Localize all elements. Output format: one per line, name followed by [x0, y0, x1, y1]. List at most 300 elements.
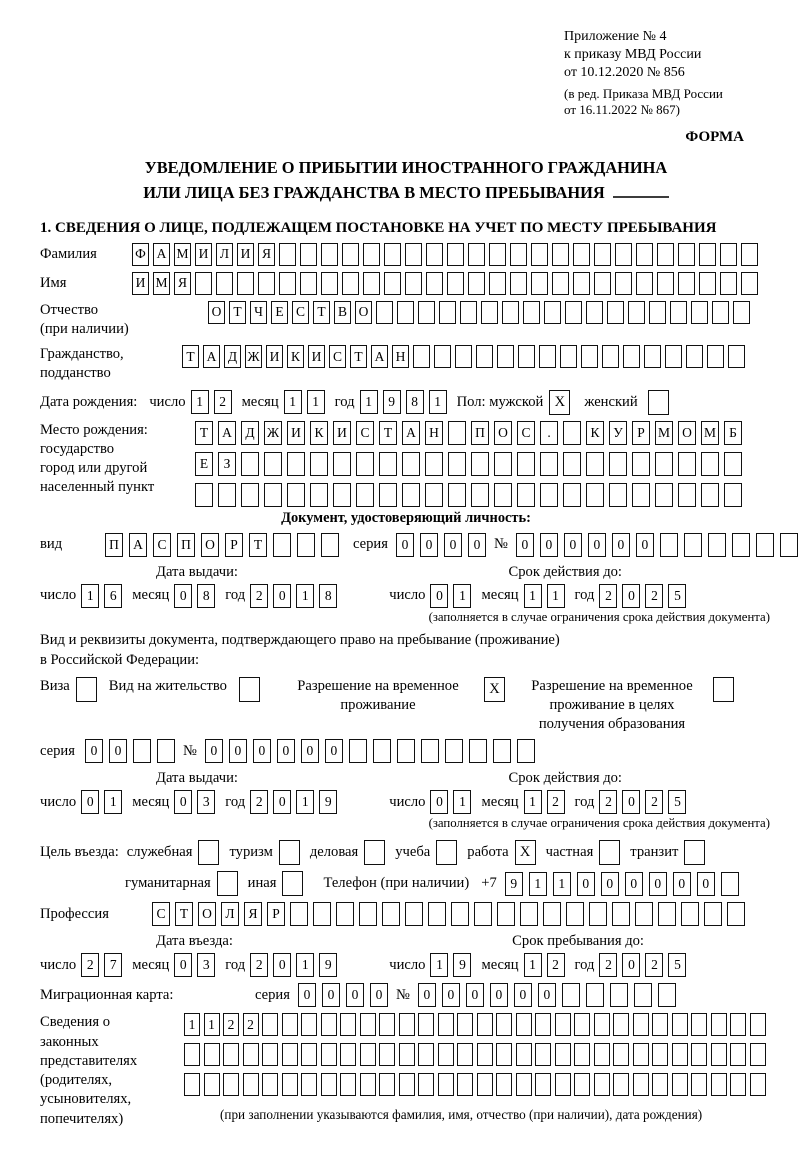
char-cell[interactable]: 1	[284, 390, 302, 414]
char-cell[interactable]: О	[355, 301, 372, 324]
char-cell[interactable]	[708, 533, 726, 557]
char-cell[interactable]	[517, 452, 535, 476]
char-cell[interactable]	[691, 1073, 707, 1096]
char-cell[interactable]: 0	[322, 983, 340, 1007]
char-cell[interactable]	[733, 301, 750, 324]
char-cell[interactable]	[510, 272, 527, 295]
char-cell[interactable]: 0	[253, 739, 271, 763]
char-cell[interactable]	[447, 272, 464, 295]
char-cell[interactable]	[623, 345, 640, 368]
char-cell[interactable]	[552, 272, 569, 295]
char-cell[interactable]	[531, 272, 548, 295]
char-cell[interactable]	[610, 983, 628, 1007]
char-cell[interactable]	[720, 272, 737, 295]
char-cell[interactable]: 2	[645, 790, 663, 814]
char-cell[interactable]	[356, 483, 374, 507]
char-cell[interactable]: 0	[174, 584, 192, 608]
char-cell[interactable]: 0	[85, 739, 103, 763]
sex-female-checkbox[interactable]	[648, 390, 669, 415]
char-cell[interactable]	[301, 1013, 317, 1036]
char-cell[interactable]: 1	[529, 872, 547, 896]
char-cell[interactable]	[607, 301, 624, 324]
char-cell[interactable]: 2	[250, 953, 268, 977]
char-cell[interactable]	[262, 1013, 278, 1036]
char-cell[interactable]	[282, 1073, 298, 1096]
char-cell[interactable]: А	[153, 243, 170, 266]
char-cell[interactable]	[301, 1043, 317, 1066]
option-checkbox[interactable]	[436, 840, 457, 865]
char-cell[interactable]	[402, 452, 420, 476]
char-cell[interactable]	[540, 452, 558, 476]
char-cell[interactable]	[448, 421, 466, 445]
char-cell[interactable]: Т	[175, 902, 193, 926]
char-cell[interactable]: М	[153, 272, 170, 295]
char-cell[interactable]	[741, 243, 758, 266]
char-cell[interactable]	[223, 1043, 239, 1066]
char-cell[interactable]: 1	[524, 584, 542, 608]
char-cell[interactable]	[658, 983, 676, 1007]
char-cell[interactable]: О	[201, 533, 219, 557]
char-cell[interactable]	[655, 452, 673, 476]
char-cell[interactable]	[678, 452, 696, 476]
char-cell[interactable]: 2	[599, 584, 617, 608]
char-cell[interactable]: Л	[216, 243, 233, 266]
char-cell[interactable]	[531, 243, 548, 266]
char-cell[interactable]: 6	[104, 584, 122, 608]
char-cell[interactable]	[574, 1073, 590, 1096]
option-checkbox[interactable]	[599, 840, 620, 865]
char-cell[interactable]: К	[586, 421, 604, 445]
char-cell[interactable]: 0	[601, 872, 619, 896]
char-cell[interactable]: 1	[547, 584, 565, 608]
char-cell[interactable]: 1	[524, 953, 542, 977]
char-cell[interactable]	[724, 483, 742, 507]
char-cell[interactable]	[457, 1073, 473, 1096]
char-cell[interactable]: 0	[538, 983, 556, 1007]
char-cell[interactable]	[434, 345, 451, 368]
char-cell[interactable]	[379, 1043, 395, 1066]
char-cell[interactable]	[460, 301, 477, 324]
char-cell[interactable]: 0	[277, 739, 295, 763]
char-cell[interactable]	[730, 1013, 746, 1036]
char-cell[interactable]	[594, 1013, 610, 1036]
char-cell[interactable]	[691, 1013, 707, 1036]
char-cell[interactable]	[586, 483, 604, 507]
char-cell[interactable]: 0	[205, 739, 223, 763]
char-cell[interactable]	[494, 452, 512, 476]
char-cell[interactable]	[497, 345, 514, 368]
char-cell[interactable]	[413, 345, 430, 368]
char-cell[interactable]	[342, 243, 359, 266]
char-cell[interactable]	[438, 1043, 454, 1066]
char-cell[interactable]	[349, 739, 367, 763]
char-cell[interactable]	[405, 902, 423, 926]
char-cell[interactable]: 0	[649, 872, 667, 896]
char-cell[interactable]: 9	[319, 790, 337, 814]
char-cell[interactable]: С	[356, 421, 374, 445]
char-cell[interactable]	[672, 1043, 688, 1066]
char-cell[interactable]: 5	[668, 584, 686, 608]
char-cell[interactable]	[290, 902, 308, 926]
char-cell[interactable]	[581, 345, 598, 368]
char-cell[interactable]: 0	[466, 983, 484, 1007]
char-cell[interactable]	[657, 243, 674, 266]
char-cell[interactable]: 2	[547, 790, 565, 814]
option-checkbox[interactable]	[279, 840, 300, 865]
option-checkbox[interactable]: X	[515, 840, 536, 865]
char-cell[interactable]: И	[132, 272, 149, 295]
char-cell[interactable]: 5	[668, 953, 686, 977]
char-cell[interactable]	[264, 483, 282, 507]
char-cell[interactable]	[481, 301, 498, 324]
char-cell[interactable]: Т	[350, 345, 367, 368]
char-cell[interactable]: Т	[379, 421, 397, 445]
char-cell[interactable]	[535, 1043, 551, 1066]
char-cell[interactable]: 2	[599, 790, 617, 814]
char-cell[interactable]: 0	[468, 533, 486, 557]
residence-permit-checkbox[interactable]	[239, 677, 260, 702]
char-cell[interactable]	[555, 1073, 571, 1096]
char-cell[interactable]	[711, 1013, 727, 1036]
char-cell[interactable]: О	[494, 421, 512, 445]
char-cell[interactable]	[589, 902, 607, 926]
char-cell[interactable]	[636, 272, 653, 295]
char-cell[interactable]	[426, 272, 443, 295]
char-cell[interactable]	[218, 483, 236, 507]
char-cell[interactable]	[379, 452, 397, 476]
char-cell[interactable]	[438, 1013, 454, 1036]
char-cell[interactable]	[184, 1043, 200, 1066]
char-cell[interactable]: 9	[505, 872, 523, 896]
char-cell[interactable]: И	[333, 421, 351, 445]
char-cell[interactable]: 3	[197, 953, 215, 977]
char-cell[interactable]	[516, 1073, 532, 1096]
char-cell[interactable]	[678, 272, 695, 295]
char-cell[interactable]	[360, 1073, 376, 1096]
char-cell[interactable]	[535, 1073, 551, 1096]
char-cell[interactable]	[633, 1043, 649, 1066]
char-cell[interactable]	[586, 301, 603, 324]
char-cell[interactable]	[287, 452, 305, 476]
char-cell[interactable]: Д	[224, 345, 241, 368]
char-cell[interactable]	[282, 1013, 298, 1036]
char-cell[interactable]	[555, 1043, 571, 1066]
char-cell[interactable]: .	[540, 421, 558, 445]
char-cell[interactable]	[750, 1073, 766, 1096]
char-cell[interactable]	[438, 1073, 454, 1096]
char-cell[interactable]: 0	[514, 983, 532, 1007]
char-cell[interactable]: Я	[258, 243, 275, 266]
char-cell[interactable]	[223, 1073, 239, 1096]
char-cell[interactable]	[321, 533, 339, 557]
char-cell[interactable]	[457, 1013, 473, 1036]
char-cell[interactable]	[712, 301, 729, 324]
char-cell[interactable]	[539, 345, 556, 368]
char-cell[interactable]: 0	[636, 533, 654, 557]
char-cell[interactable]: 0	[418, 983, 436, 1007]
char-cell[interactable]	[780, 533, 798, 557]
char-cell[interactable]	[241, 452, 259, 476]
char-cell[interactable]: П	[177, 533, 195, 557]
char-cell[interactable]	[563, 452, 581, 476]
char-cell[interactable]	[382, 902, 400, 926]
char-cell[interactable]	[445, 739, 463, 763]
char-cell[interactable]: 0	[430, 584, 448, 608]
char-cell[interactable]	[195, 483, 213, 507]
char-cell[interactable]: С	[329, 345, 346, 368]
char-cell[interactable]: 8	[406, 390, 424, 414]
char-cell[interactable]	[397, 739, 415, 763]
option-checkbox[interactable]	[198, 840, 219, 865]
char-cell[interactable]	[728, 345, 745, 368]
char-cell[interactable]	[563, 421, 581, 445]
char-cell[interactable]: 9	[319, 953, 337, 977]
char-cell[interactable]	[321, 243, 338, 266]
char-cell[interactable]: 0	[396, 533, 414, 557]
char-cell[interactable]: Т	[249, 533, 267, 557]
visa-checkbox[interactable]	[76, 677, 97, 702]
char-cell[interactable]	[691, 301, 708, 324]
char-cell[interactable]	[612, 902, 630, 926]
char-cell[interactable]	[494, 483, 512, 507]
char-cell[interactable]	[711, 1043, 727, 1066]
char-cell[interactable]	[720, 243, 737, 266]
char-cell[interactable]: 0	[273, 953, 291, 977]
char-cell[interactable]	[340, 1043, 356, 1066]
char-cell[interactable]: О	[208, 301, 225, 324]
char-cell[interactable]: 1	[553, 872, 571, 896]
char-cell[interactable]	[402, 483, 420, 507]
char-cell[interactable]: 1	[204, 1013, 220, 1036]
char-cell[interactable]	[750, 1043, 766, 1066]
char-cell[interactable]	[313, 902, 331, 926]
char-cell[interactable]	[363, 272, 380, 295]
char-cell[interactable]	[399, 1043, 415, 1066]
char-cell[interactable]: 1	[524, 790, 542, 814]
char-cell[interactable]	[678, 243, 695, 266]
char-cell[interactable]	[468, 243, 485, 266]
char-cell[interactable]: 0	[298, 983, 316, 1007]
char-cell[interactable]	[333, 483, 351, 507]
char-cell[interactable]	[730, 1043, 746, 1066]
char-cell[interactable]	[701, 483, 719, 507]
char-cell[interactable]	[574, 1043, 590, 1066]
char-cell[interactable]	[321, 1013, 337, 1036]
char-cell[interactable]	[476, 345, 493, 368]
char-cell[interactable]: 2	[214, 390, 232, 414]
char-cell[interactable]: С	[517, 421, 535, 445]
char-cell[interactable]	[447, 243, 464, 266]
char-cell[interactable]	[649, 301, 666, 324]
char-cell[interactable]: 0	[273, 790, 291, 814]
char-cell[interactable]: 0	[540, 533, 558, 557]
char-cell[interactable]	[376, 301, 393, 324]
char-cell[interactable]	[704, 902, 722, 926]
char-cell[interactable]	[340, 1013, 356, 1036]
char-cell[interactable]: 1	[296, 953, 314, 977]
char-cell[interactable]	[384, 272, 401, 295]
char-cell[interactable]	[730, 1073, 746, 1096]
char-cell[interactable]	[518, 345, 535, 368]
char-cell[interactable]: 1	[296, 584, 314, 608]
char-cell[interactable]	[469, 739, 487, 763]
char-cell[interactable]: П	[471, 421, 489, 445]
char-cell[interactable]: 0	[622, 584, 640, 608]
char-cell[interactable]: 2	[645, 953, 663, 977]
char-cell[interactable]	[496, 1043, 512, 1066]
char-cell[interactable]	[633, 1073, 649, 1096]
char-cell[interactable]: Б	[724, 421, 742, 445]
char-cell[interactable]: О	[678, 421, 696, 445]
char-cell[interactable]	[489, 272, 506, 295]
char-cell[interactable]: 9	[453, 953, 471, 977]
char-cell[interactable]: 8	[319, 584, 337, 608]
char-cell[interactable]	[540, 483, 558, 507]
char-cell[interactable]	[262, 1073, 278, 1096]
char-cell[interactable]: Т	[229, 301, 246, 324]
char-cell[interactable]	[321, 272, 338, 295]
char-cell[interactable]	[562, 983, 580, 1007]
char-cell[interactable]	[609, 483, 627, 507]
char-cell[interactable]	[477, 1043, 493, 1066]
char-cell[interactable]	[418, 301, 435, 324]
char-cell[interactable]: 2	[223, 1013, 239, 1036]
option-checkbox[interactable]	[282, 871, 303, 896]
char-cell[interactable]	[615, 272, 632, 295]
char-cell[interactable]: 0	[588, 533, 606, 557]
char-cell[interactable]	[262, 1043, 278, 1066]
char-cell[interactable]	[356, 452, 374, 476]
char-cell[interactable]: С	[152, 902, 170, 926]
char-cell[interactable]	[418, 1043, 434, 1066]
char-cell[interactable]	[560, 345, 577, 368]
char-cell[interactable]	[665, 345, 682, 368]
char-cell[interactable]	[297, 533, 315, 557]
char-cell[interactable]: 0	[444, 533, 462, 557]
sex-male-checkbox[interactable]: X	[549, 390, 570, 415]
char-cell[interactable]	[684, 533, 702, 557]
char-cell[interactable]	[613, 1043, 629, 1066]
char-cell[interactable]	[609, 452, 627, 476]
char-cell[interactable]	[544, 301, 561, 324]
char-cell[interactable]	[421, 739, 439, 763]
char-cell[interactable]	[216, 272, 233, 295]
char-cell[interactable]: П	[105, 533, 123, 557]
char-cell[interactable]	[732, 533, 750, 557]
char-cell[interactable]	[471, 452, 489, 476]
char-cell[interactable]	[496, 1013, 512, 1036]
char-cell[interactable]: 0	[325, 739, 343, 763]
char-cell[interactable]	[451, 902, 469, 926]
char-cell[interactable]: 1	[430, 953, 448, 977]
char-cell[interactable]	[133, 739, 151, 763]
char-cell[interactable]: О	[198, 902, 216, 926]
char-cell[interactable]: М	[655, 421, 673, 445]
char-cell[interactable]: У	[609, 421, 627, 445]
char-cell[interactable]: Ф	[132, 243, 149, 266]
char-cell[interactable]: 0	[370, 983, 388, 1007]
char-cell[interactable]	[399, 1073, 415, 1096]
char-cell[interactable]	[594, 1073, 610, 1096]
char-cell[interactable]: 0	[430, 790, 448, 814]
char-cell[interactable]	[457, 1043, 473, 1066]
char-cell[interactable]: 7	[104, 953, 122, 977]
char-cell[interactable]: М	[174, 243, 191, 266]
char-cell[interactable]: А	[402, 421, 420, 445]
option-checkbox[interactable]	[684, 840, 705, 865]
char-cell[interactable]	[602, 345, 619, 368]
char-cell[interactable]: Н	[425, 421, 443, 445]
char-cell[interactable]	[405, 243, 422, 266]
char-cell[interactable]	[633, 1013, 649, 1036]
char-cell[interactable]: 2	[645, 584, 663, 608]
char-cell[interactable]	[489, 243, 506, 266]
char-cell[interactable]	[455, 345, 472, 368]
char-cell[interactable]	[241, 483, 259, 507]
char-cell[interactable]: 0	[564, 533, 582, 557]
char-cell[interactable]: 2	[599, 953, 617, 977]
char-cell[interactable]: М	[701, 421, 719, 445]
char-cell[interactable]: Л	[221, 902, 239, 926]
char-cell[interactable]	[543, 902, 561, 926]
char-cell[interactable]	[204, 1073, 220, 1096]
char-cell[interactable]	[243, 1073, 259, 1096]
char-cell[interactable]: 0	[229, 739, 247, 763]
char-cell[interactable]	[184, 1073, 200, 1096]
char-cell[interactable]	[750, 1013, 766, 1036]
char-cell[interactable]	[493, 739, 511, 763]
char-cell[interactable]	[379, 1013, 395, 1036]
char-cell[interactable]	[474, 902, 492, 926]
char-cell[interactable]	[510, 243, 527, 266]
char-cell[interactable]: 8	[197, 584, 215, 608]
char-cell[interactable]: 1	[429, 390, 447, 414]
char-cell[interactable]: 2	[547, 953, 565, 977]
char-cell[interactable]: Ж	[245, 345, 262, 368]
char-cell[interactable]	[678, 483, 696, 507]
char-cell[interactable]	[340, 1073, 356, 1096]
char-cell[interactable]	[756, 533, 774, 557]
char-cell[interactable]	[681, 902, 699, 926]
char-cell[interactable]	[741, 272, 758, 295]
char-cell[interactable]	[333, 452, 351, 476]
char-cell[interactable]	[566, 902, 584, 926]
char-cell[interactable]	[384, 243, 401, 266]
char-cell[interactable]: 0	[625, 872, 643, 896]
char-cell[interactable]	[636, 243, 653, 266]
char-cell[interactable]	[157, 739, 175, 763]
char-cell[interactable]	[707, 345, 724, 368]
char-cell[interactable]	[496, 1073, 512, 1096]
char-cell[interactable]: 1	[296, 790, 314, 814]
char-cell[interactable]: С	[292, 301, 309, 324]
char-cell[interactable]: 1	[81, 584, 99, 608]
char-cell[interactable]	[405, 272, 422, 295]
char-cell[interactable]	[258, 272, 275, 295]
char-cell[interactable]: 0	[109, 739, 127, 763]
char-cell[interactable]	[300, 272, 317, 295]
char-cell[interactable]	[555, 1013, 571, 1036]
char-cell[interactable]: Н	[392, 345, 409, 368]
char-cell[interactable]: 1	[104, 790, 122, 814]
char-cell[interactable]	[586, 983, 604, 1007]
char-cell[interactable]: И	[237, 243, 254, 266]
char-cell[interactable]: А	[129, 533, 147, 557]
char-cell[interactable]: А	[203, 345, 220, 368]
char-cell[interactable]	[586, 452, 604, 476]
char-cell[interactable]	[652, 1013, 668, 1036]
option-checkbox[interactable]	[217, 871, 238, 896]
